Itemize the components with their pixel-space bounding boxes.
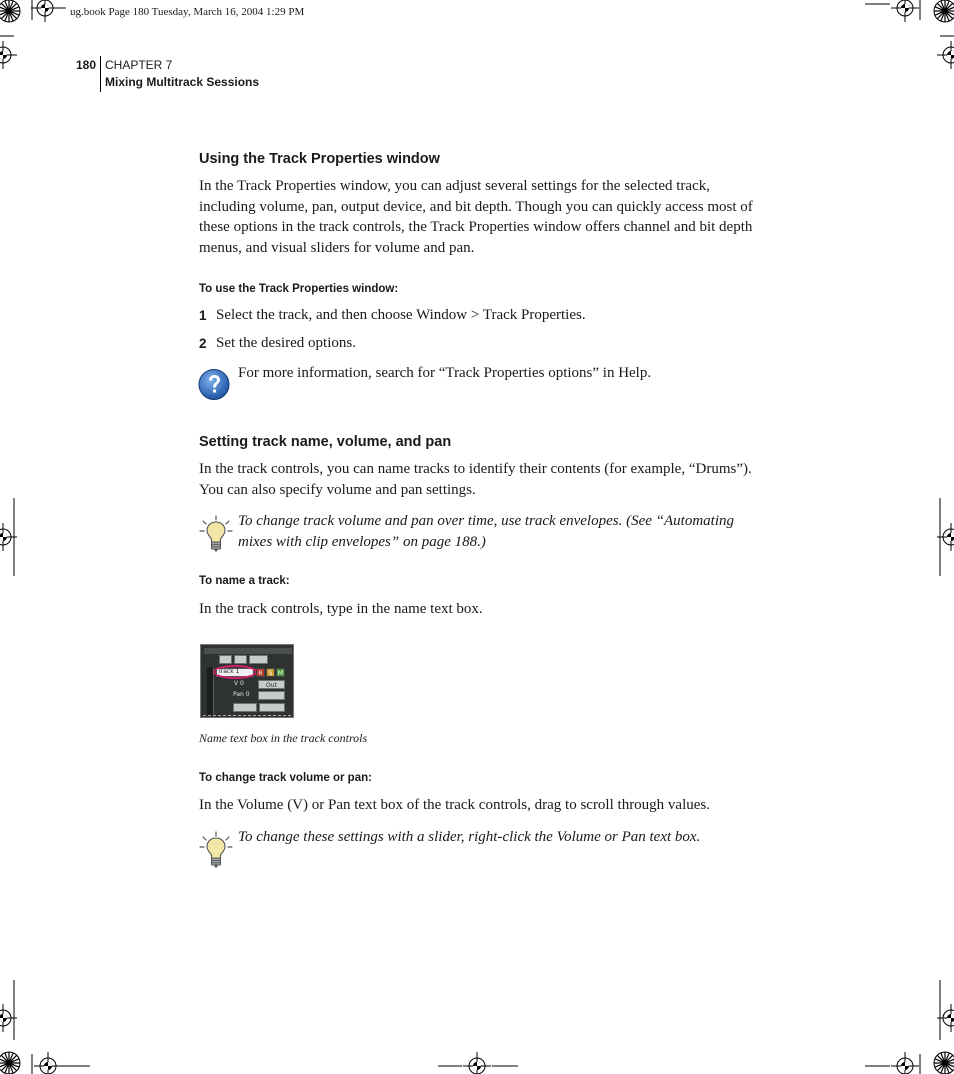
- help-note: For more information, search for “Track Properties options” in Help.: [238, 365, 652, 381]
- print-slug: ug.book Page 180 Tuesday, March 16, 2004 1:29 PM: [70, 6, 305, 18]
- pan-label: Pan 0: [233, 691, 250, 698]
- body-track-name-volume-pan: In the track controls, you can name tracks to identify their contents (for example, “Drums”). You can also specify volume and pan settings.: [199, 461, 752, 498]
- heading-track-properties: Using the Track Properties window: [199, 151, 440, 167]
- mute-button: M: [277, 670, 284, 677]
- volume-label: V 0: [234, 680, 244, 687]
- step-number-2: 2: [199, 336, 207, 351]
- highlight-ellipse: [213, 665, 257, 679]
- solo-button: S: [266, 668, 275, 677]
- track-name-label: Track 1: [218, 668, 240, 675]
- section-title: Mixing Multitrack Sessions: [105, 75, 260, 89]
- lightbulb-tip-icon: [199, 515, 233, 553]
- chapter-label: CHAPTER 7: [105, 58, 173, 72]
- body-track-properties: In the Track Properties window, you can adjust several settings for the selected track, including volume, pan, output device, and bit depth. Though you can quickly access most of these options in the track controls, the Track Properties window offers channel and bit depth menus, and visual sliders for volume and pan.: [199, 178, 753, 257]
- step-text-1: Select the track, and then choose Window > Track Properties.: [216, 307, 586, 323]
- procedure-text-name-track: In the track controls, type in the name text box.: [199, 601, 483, 617]
- lightbulb-tip-icon: [199, 831, 233, 869]
- step-number-1: 1: [199, 308, 207, 323]
- step-text-2: Set the desired options.: [216, 335, 356, 351]
- heading-track-name-volume-pan: Setting track name, volume, and pan: [199, 434, 452, 450]
- tip-track-envelopes: To change track volume and pan over time, use track envelopes. (See “Automating mixes with clip envelopes” on page 188.): [238, 513, 734, 550]
- help-icon: [198, 368, 231, 401]
- header-rule: [100, 56, 101, 92]
- tip-slider-right-click: To change these settings with a slider, right-click the Volume or Pan text box.: [238, 829, 701, 845]
- procedure-text-volume-pan: In the Volume (V) or Pan text box of the track controls, drag to scroll through values.: [199, 797, 711, 813]
- out-button: Out: [258, 680, 285, 689]
- procedure-heading-volume-pan: To change track volume or pan:: [199, 772, 372, 784]
- figure-caption: Name text box in the track controls: [199, 731, 368, 745]
- track-controls-figure: [200, 644, 294, 718]
- record-button: R: [256, 668, 265, 677]
- procedure-heading-track-properties: To use the Track Properties window:: [199, 283, 399, 295]
- page-number: 180: [75, 58, 96, 72]
- procedure-heading-name-track: To name a track:: [199, 575, 290, 587]
